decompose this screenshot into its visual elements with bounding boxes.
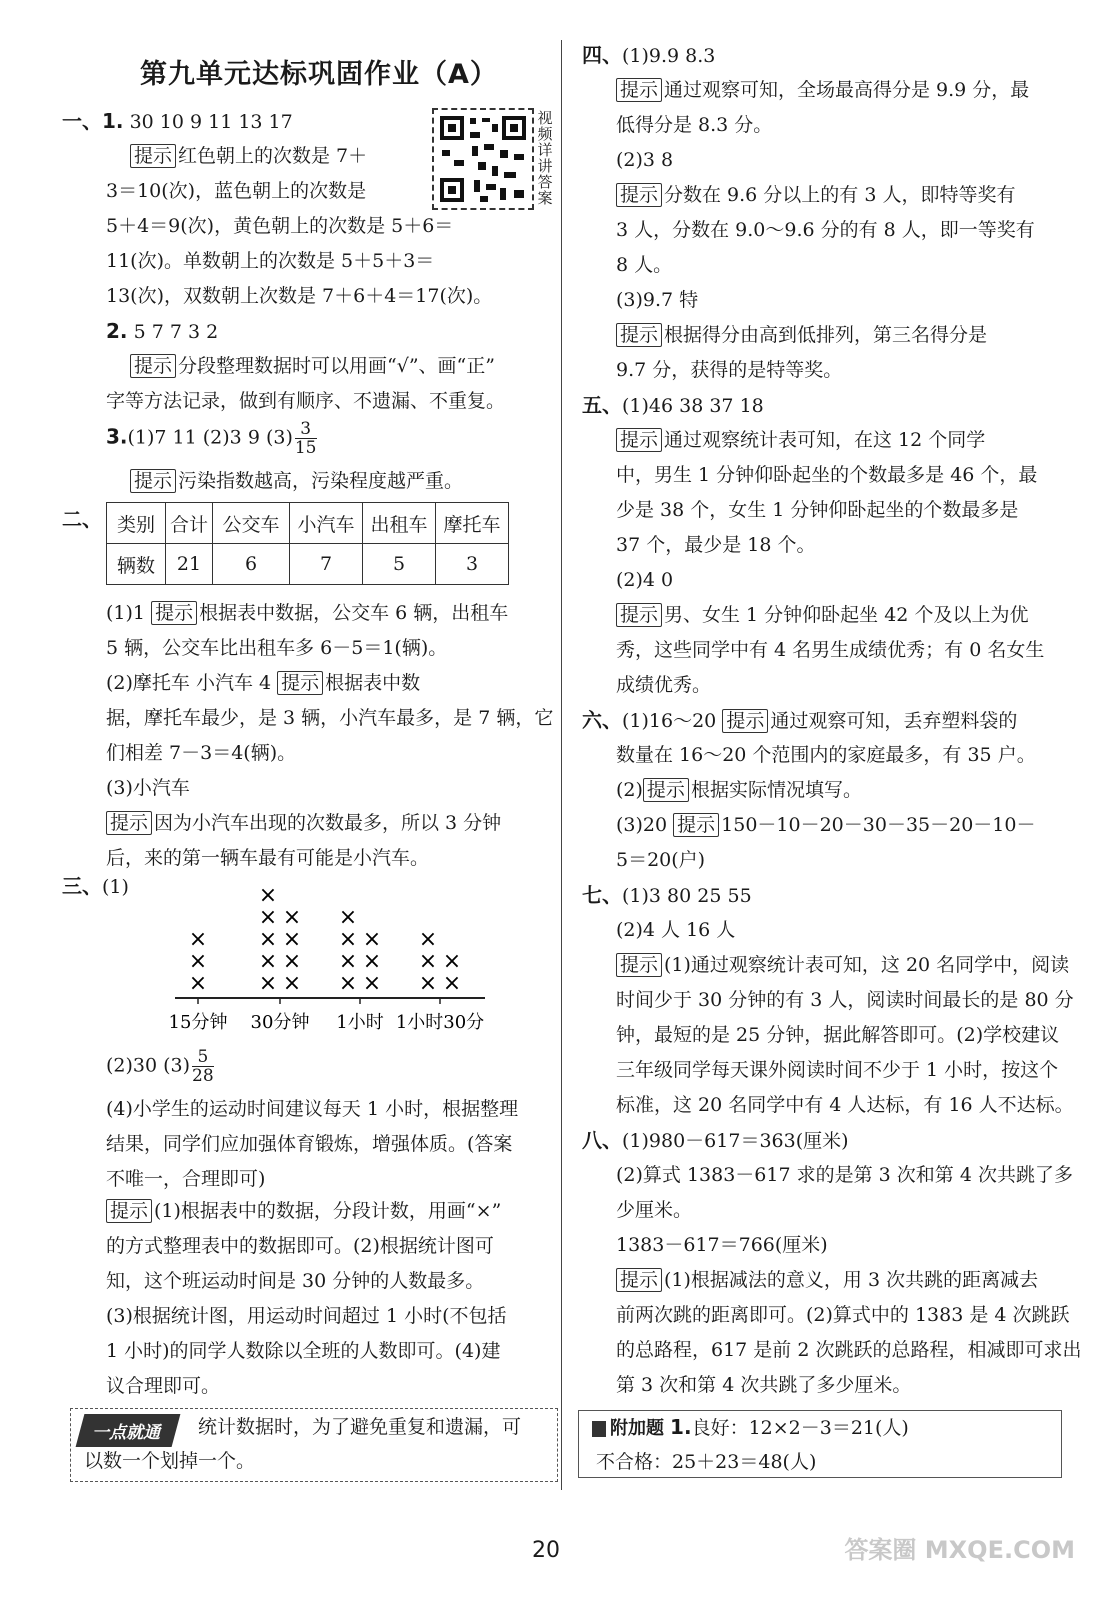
s3-p2: (2)30 (3) bbox=[106, 1054, 191, 1077]
qr-code[interactable] bbox=[432, 108, 534, 210]
s4-a2: (2)3 8 bbox=[616, 149, 674, 171]
s8-hint: 的总路程，617 是前 2 次跳跃的总路程，相减即可求出 bbox=[616, 1339, 1082, 1361]
x-mark: × bbox=[418, 971, 438, 996]
q1-hint-line: 13(次)，双数朝上次数是 7＋6＋4＝17(次)。 bbox=[106, 285, 493, 307]
hint-label: 提示 bbox=[130, 144, 176, 168]
table-row bbox=[107, 503, 509, 544]
x-mark: × bbox=[442, 971, 462, 996]
hint-label: 提示 bbox=[616, 78, 662, 102]
s3-hint: 知，这个班运动时间是 30 分钟的人数最多。 bbox=[106, 1270, 485, 1292]
s7-hint: 标准，这 20 名同学中有 4 人达标，有 16 人不达标。 bbox=[616, 1094, 1074, 1116]
s5-a1: (1)46 38 37 18 bbox=[622, 395, 764, 417]
bonus-number: 1. bbox=[670, 1415, 692, 1439]
s7-hint: 三年级同学每天课外阅读时间不少于 1 小时，按这个 bbox=[616, 1059, 1059, 1081]
s7-a1: (1)3 80 25 55 bbox=[622, 885, 752, 907]
section-2-head: 二、 bbox=[62, 507, 102, 531]
tick-label: 15分钟 bbox=[168, 1012, 228, 1033]
s2-p2-answer: (2)摩托车 小汽车 4 bbox=[106, 672, 272, 694]
s6-hint: 通过观察可知，丢弃塑料袋的 bbox=[770, 710, 1018, 732]
s8-a1: (1)980－617＝363(厘米) bbox=[622, 1130, 849, 1152]
x-mark: × bbox=[258, 927, 278, 952]
q1-hint-line: 3＝10(次)，蓝色朝上的次数是 bbox=[106, 180, 367, 202]
q1-hint-line: 红色朝上的次数是 7＋ bbox=[178, 145, 368, 167]
s2-p2-hint: 们相差 7－3＝4(辆)。 bbox=[106, 742, 297, 764]
x-mark: × bbox=[188, 971, 208, 996]
s5-hint: 成绩优秀。 bbox=[616, 674, 712, 696]
table-cell: 5 bbox=[363, 544, 436, 585]
hint-label: 提示 bbox=[130, 354, 176, 378]
x-mark: × bbox=[418, 949, 438, 974]
hint-label: 提示 bbox=[616, 603, 662, 627]
tally-chart bbox=[150, 862, 510, 1047]
q1-answer: 30 10 9 11 13 17 bbox=[129, 111, 293, 133]
x-mark: × bbox=[258, 949, 278, 974]
hint-label: 提示 bbox=[277, 671, 323, 695]
table-cell: 7 bbox=[290, 544, 363, 585]
s3-hint: (3)根据统计图，用运动时间超过 1 小时(不包括 bbox=[106, 1305, 507, 1327]
s6-a3: (3)20 bbox=[616, 814, 668, 836]
table-header: 类别 bbox=[107, 503, 166, 544]
hint-label: 提示 bbox=[130, 469, 176, 493]
qr-label: 视频详讲答案 bbox=[537, 109, 553, 207]
s4-hint: 9.7 分，获得的是特等奖。 bbox=[616, 359, 843, 381]
section-5-head: 五、 bbox=[582, 393, 622, 417]
s5-hint: 中，男生 1 分钟仰卧起坐的个数最多是 46 个，最 bbox=[616, 464, 1038, 486]
x-mark: × bbox=[442, 949, 462, 974]
hint-label: 提示 bbox=[151, 601, 197, 625]
s2-p1-answer: (1)1 bbox=[106, 602, 146, 624]
bonus-label: 附加题 bbox=[610, 1418, 664, 1439]
s7-hint: 时间少于 30 分钟的有 3 人，阅读时间最长的是 80 分 bbox=[616, 989, 1074, 1011]
table-header: 合计 bbox=[166, 503, 213, 544]
tick-label: 1小时30分 bbox=[395, 1012, 485, 1033]
hint-label: 提示 bbox=[673, 813, 719, 837]
tick-label: 30分钟 bbox=[250, 1012, 310, 1033]
hint-label: 提示 bbox=[616, 323, 662, 347]
x-mark: × bbox=[282, 971, 302, 996]
q1-number: 1. bbox=[102, 109, 124, 133]
x-mark: × bbox=[362, 927, 382, 952]
s8-hint: 前两次跳的距离即可。(2)算式中的 1383 是 4 次跳跃 bbox=[616, 1304, 1070, 1326]
q1-hint-line: 11(次)。单数朝上的次数是 5＋5＋3＝ bbox=[106, 250, 435, 272]
section-7-head: 七、 bbox=[582, 883, 622, 907]
table-header: 摩托车 bbox=[436, 503, 509, 544]
s2-p2-hint: 据，摩托车最少，是 3 辆，小汽车最多，是 7 辆，它 bbox=[106, 707, 554, 729]
x-mark: × bbox=[282, 927, 302, 952]
s5-hint: 通过观察统计表可知，在这 12 个同学 bbox=[664, 429, 986, 451]
s3-hint: 议合理即可。 bbox=[106, 1375, 221, 1397]
s4-hint: 分数在 9.6 分以上的有 3 人，即特等奖有 bbox=[664, 184, 1016, 206]
bonus-line: 不合格：25＋23＝48(人) bbox=[596, 1451, 817, 1473]
x-mark: × bbox=[282, 905, 302, 930]
section-1-head: 一、 bbox=[62, 109, 102, 133]
s6-hint: 5＝20(户) bbox=[616, 849, 706, 871]
s3-p4: 不唯一，合理即可) bbox=[106, 1168, 266, 1190]
hint-label: 提示 bbox=[722, 709, 768, 733]
s4-hint: 低得分是 8.3 分。 bbox=[616, 114, 773, 136]
tip-text: 统计数据时，为了避免重复和遗漏，可 bbox=[198, 1416, 522, 1438]
q2-number: 2. bbox=[106, 319, 128, 343]
s4-hint: 8 人。 bbox=[616, 254, 673, 276]
x-mark: × bbox=[188, 949, 208, 974]
s2-p1-hint: 根据表中数据，公交车 6 辆，出租车 bbox=[199, 602, 509, 624]
s4-a3: (3)9.7 特 bbox=[616, 289, 699, 311]
s2-p3-hint: 因为小汽车出现的次数最多，所以 3 分钟 bbox=[154, 812, 502, 834]
s5-hint: 秀，这些同学中有 4 名男生成绩优秀；有 0 名女生 bbox=[616, 639, 1045, 661]
s5-hint: 男、女生 1 分钟仰卧起坐 42 个及以上为优 bbox=[664, 604, 1029, 626]
s4-hint: 3 人，分数在 9.0～9.6 分的有 8 人，即一等奖有 bbox=[616, 219, 1035, 241]
x-mark: × bbox=[338, 927, 358, 952]
s6-hint: 150－10－20－30－35－20－10－ bbox=[721, 814, 1036, 836]
bonus-line: 良好：12×2－3＝21(人) bbox=[691, 1417, 909, 1439]
s6-hint: 根据实际情况填写。 bbox=[690, 779, 862, 801]
s5-hint: 37 个，最少是 18 个。 bbox=[616, 534, 816, 556]
s3-hint: (1)根据表中的数据，分段计数，用画“×” bbox=[154, 1200, 502, 1222]
table-row bbox=[107, 544, 509, 585]
s7-hint: (1)通过观察统计表可知，这 20 名同学中，阅读 bbox=[664, 954, 1070, 976]
hint-label: 提示 bbox=[616, 428, 662, 452]
s7-hint: 钟，最短的是 25 分钟，据此解答即可。(2)学校建议 bbox=[616, 1024, 1060, 1046]
q3-fraction: $\frac{3}{15}$ bbox=[294, 419, 317, 458]
column-divider bbox=[561, 40, 562, 1490]
page-title: 第九单元达标巩固作业（A） bbox=[140, 59, 498, 90]
q1-hint-line: 5＋4＝9(次)，黄色朝上的次数是 5＋6＝ bbox=[106, 215, 454, 237]
s3-p4: 结果，同学们应加强体育锻炼，增强体质。(答案 bbox=[106, 1133, 513, 1155]
table-header: 小汽车 bbox=[290, 503, 363, 544]
s6-a2: (2) bbox=[616, 779, 643, 801]
x-mark: × bbox=[338, 905, 358, 930]
s2-p2-hint: 根据表中数 bbox=[325, 672, 421, 694]
s2-p3-answer: (3)小汽车 bbox=[106, 777, 190, 799]
s4-a1: (1)9.9 8.3 bbox=[622, 45, 716, 67]
q3-hint: 污染指数越高，污染程度越严重。 bbox=[178, 470, 464, 492]
x-mark: × bbox=[258, 905, 278, 930]
s8-a2: (2)算式 1383－617 求的是第 3 次和第 4 次共跳了多 bbox=[616, 1164, 1073, 1186]
tick-label: 1小时 bbox=[336, 1012, 384, 1033]
s8-a2: 少厘米。 bbox=[616, 1199, 693, 1221]
vehicle-table bbox=[106, 502, 509, 585]
q3-number: 3. bbox=[106, 424, 128, 449]
x-mark: × bbox=[258, 971, 278, 996]
s5-hint: 少是 38 个，女生 1 分钟仰卧起坐的个数最多是 bbox=[616, 499, 1019, 521]
table-cell: 3 bbox=[436, 544, 509, 585]
table-header: 出租车 bbox=[363, 503, 436, 544]
s8-hint: (1)根据减法的意义，用 3 次共跳的距离减去 bbox=[664, 1269, 1039, 1291]
s6-a1: (1)16～20 bbox=[622, 710, 717, 732]
section-3-head: 三、 bbox=[62, 874, 102, 898]
q2-hint-line: 分段整理数据时可以用画“√”、画“正” bbox=[178, 355, 495, 377]
qr-code-icon bbox=[434, 110, 532, 208]
section-4-head: 四、 bbox=[582, 43, 622, 67]
hint-label: 提示 bbox=[616, 183, 662, 207]
q2-hint-line: 字等方法记录，做到有顺序、不遗漏、不重复。 bbox=[106, 390, 506, 412]
q3-answer: (1)7 11 (2)3 9 (3) bbox=[127, 426, 293, 449]
watermark: 答案圈 MXQE.COM bbox=[844, 1536, 1075, 1564]
table-header: 公交车 bbox=[213, 503, 290, 544]
x-mark: × bbox=[418, 927, 438, 952]
table-cell: 辆数 bbox=[107, 544, 166, 585]
hint-label: 提示 bbox=[616, 953, 662, 977]
s3-hint: 的方式整理表中的数据即可。(2)根据统计图可 bbox=[106, 1235, 494, 1257]
s7-a2: (2)4 人 16 人 bbox=[616, 919, 736, 941]
x-mark: × bbox=[188, 927, 208, 952]
x-mark: × bbox=[362, 971, 382, 996]
s4-hint: 通过观察可知，全场最高得分是 9.9 分，最 bbox=[664, 79, 1030, 101]
table-cell: 6 bbox=[213, 544, 290, 585]
hint-label: 提示 bbox=[106, 811, 152, 835]
s2-p3-hint: 后，来的第一辆车最有可能是小汽车。 bbox=[106, 847, 430, 869]
s8-hint: 第 3 次和第 4 次共跳了多少厘米。 bbox=[616, 1374, 912, 1396]
s3-fraction: $\frac{5}{28}$ bbox=[192, 1047, 214, 1086]
s3-p1: (1) bbox=[102, 876, 129, 898]
tip-banner: 一点就通 bbox=[76, 1414, 181, 1447]
s4-hint: 根据得分由高到低排列，第三名得分是 bbox=[664, 324, 988, 346]
s8-a2: 1383－617＝766(厘米) bbox=[616, 1234, 828, 1256]
hint-label: 提示 bbox=[106, 1199, 152, 1223]
s5-a2: (2)4 0 bbox=[616, 569, 674, 591]
x-mark: × bbox=[338, 949, 358, 974]
hint-label: 提示 bbox=[643, 778, 689, 802]
x-mark: × bbox=[338, 971, 358, 996]
section-8-head: 八、 bbox=[582, 1128, 622, 1152]
x-mark: × bbox=[258, 883, 278, 908]
x-mark: × bbox=[282, 949, 302, 974]
s6-hint: 数量在 16～20 个范围内的家庭最多，有 35 户。 bbox=[616, 744, 1036, 766]
bonus-icon bbox=[592, 1421, 606, 1437]
x-mark: × bbox=[362, 949, 382, 974]
tip-text: 以数一个划掉一个。 bbox=[84, 1450, 256, 1472]
s3-p4: (4)小学生的运动时间建议每天 1 小时，根据整理 bbox=[106, 1098, 519, 1120]
section-6-head: 六、 bbox=[582, 708, 622, 732]
table-cell: 21 bbox=[166, 544, 213, 585]
page-number: 20 bbox=[532, 1538, 560, 1563]
q2-answer: 5 7 7 3 2 bbox=[133, 321, 219, 343]
s2-p1-hint: 5 辆，公交车比出租车多 6－5＝1(辆)。 bbox=[106, 637, 448, 659]
s3-hint: 1 小时)的同学人数除以全班的人数即可。(4)建 bbox=[106, 1340, 501, 1362]
hint-label: 提示 bbox=[616, 1268, 662, 1292]
